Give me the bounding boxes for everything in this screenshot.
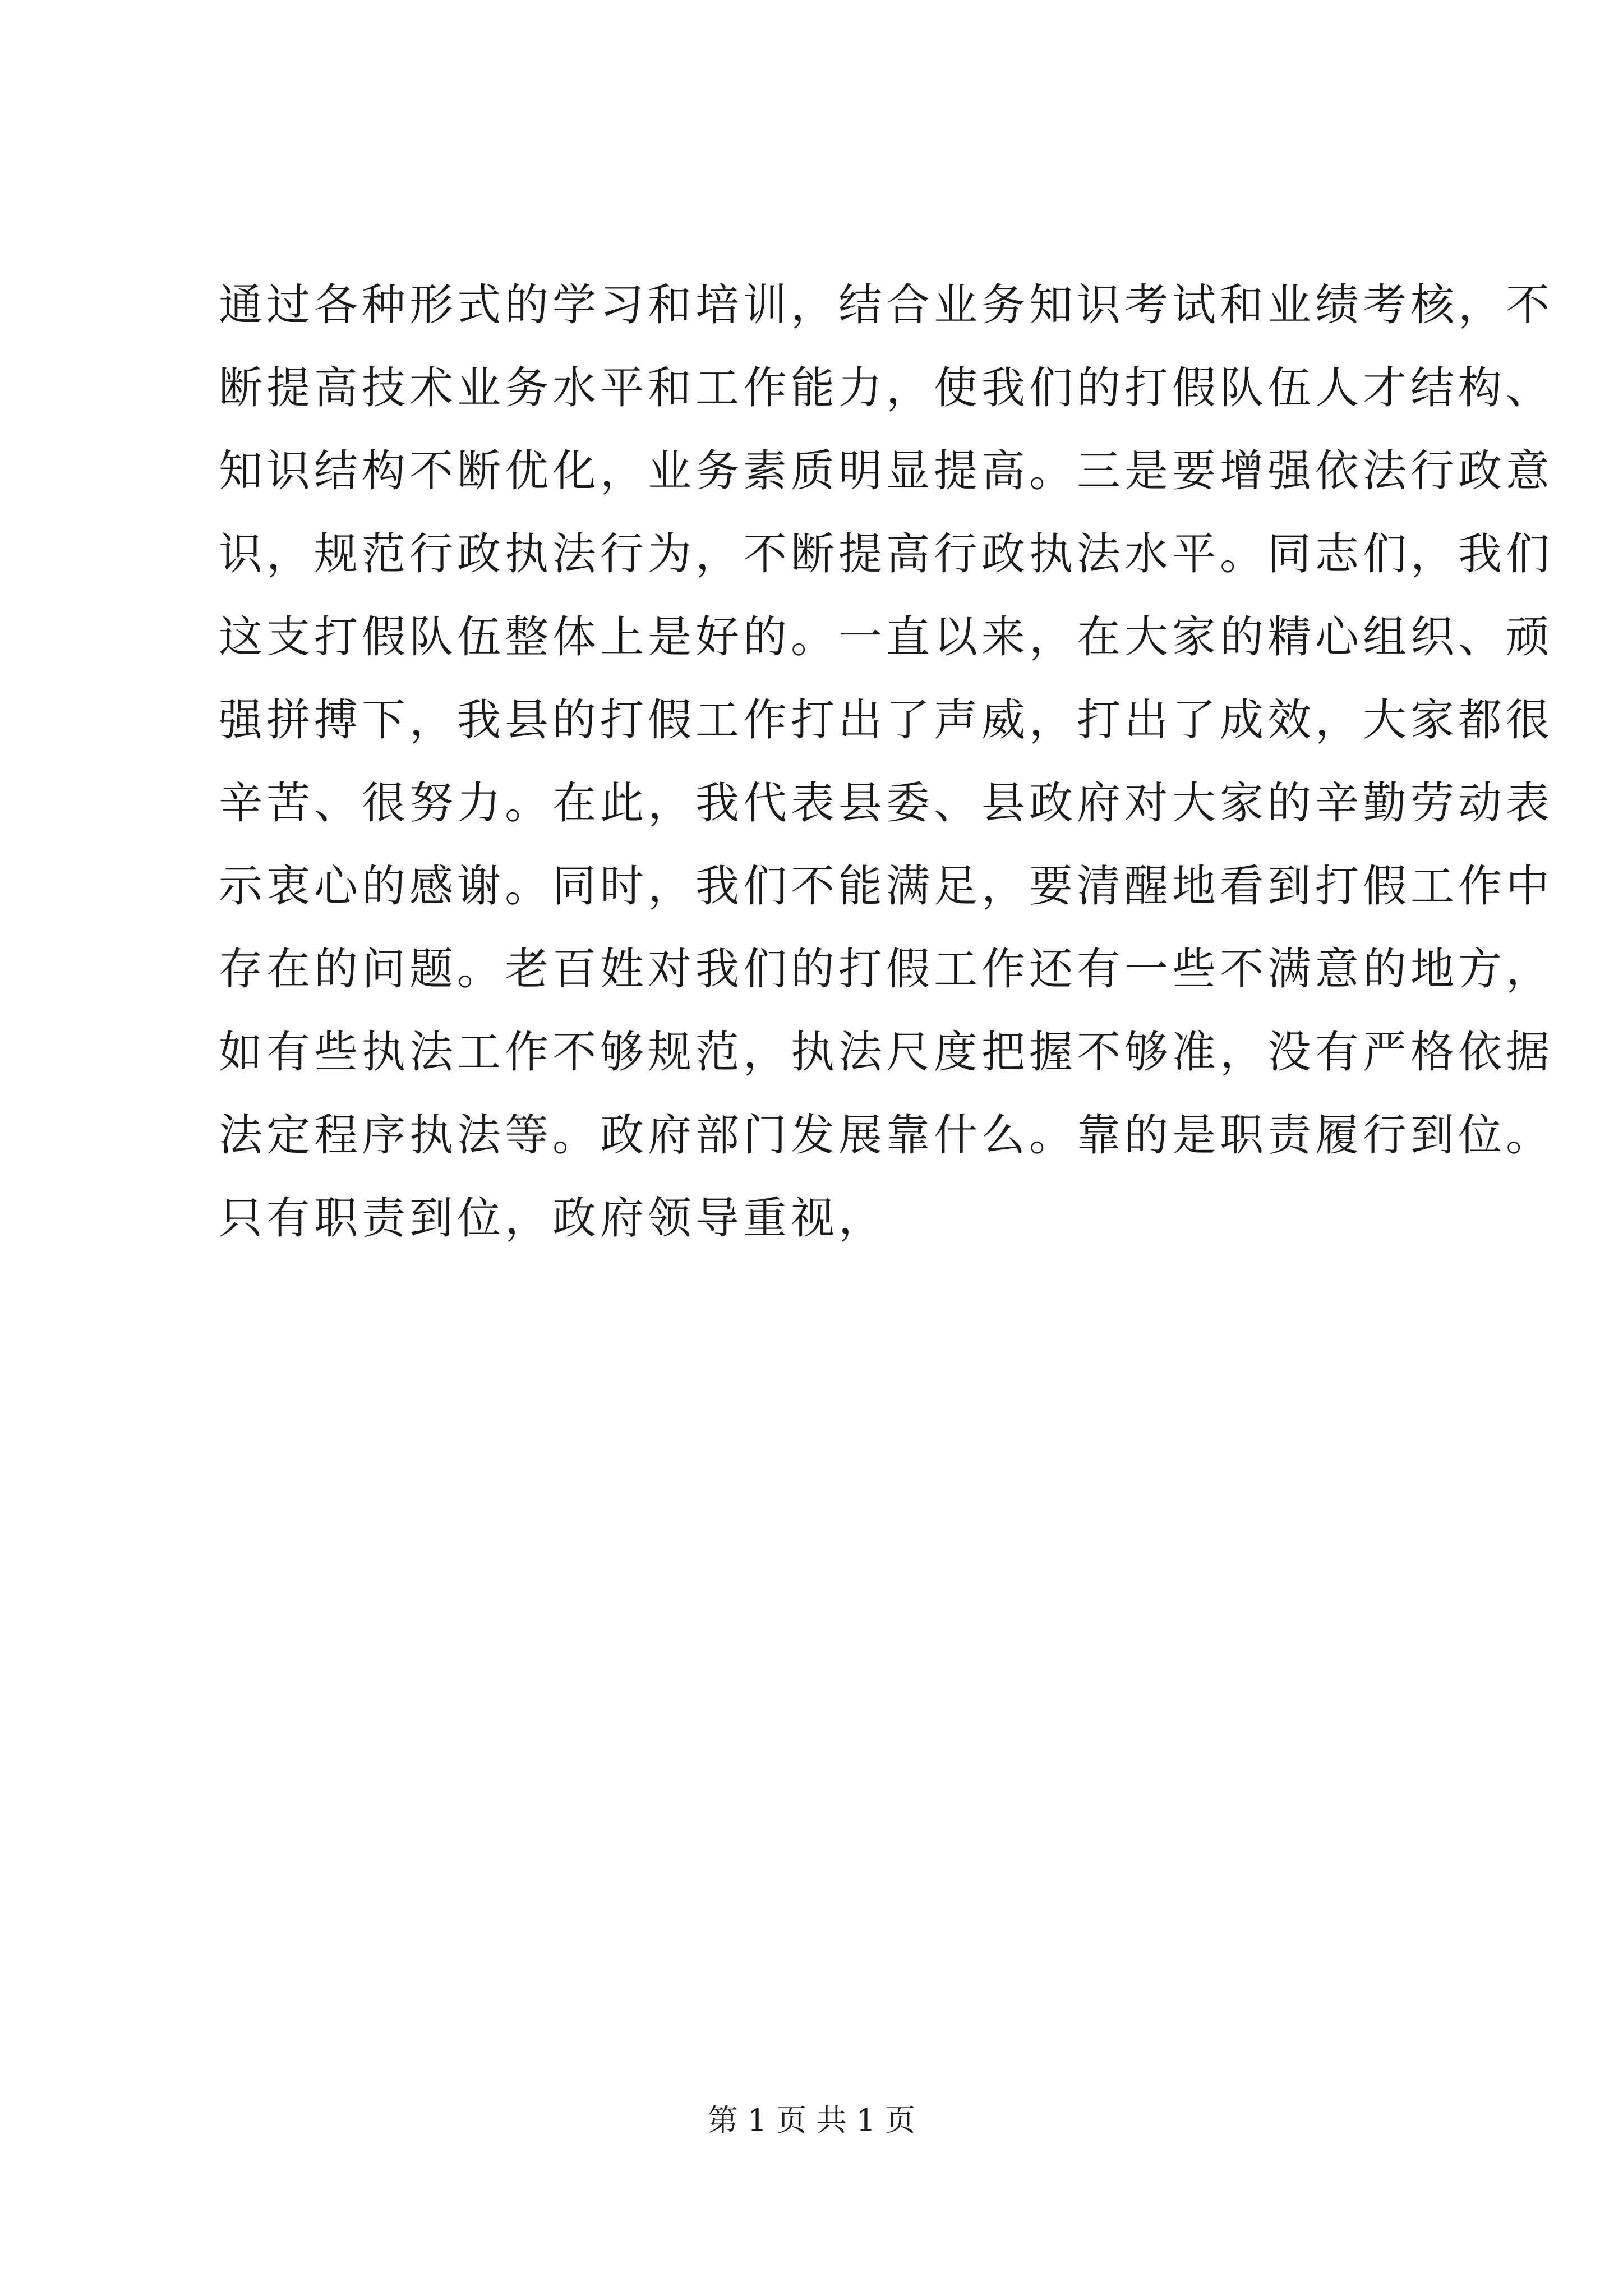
text-line: 辛苦、很努力。在此，我代表县委、县政府对大家的辛勤劳动表 <box>219 778 1554 829</box>
text-line: 断提高技术业务水平和工作能力，使我们的打假队伍人才结构、 <box>219 363 1554 413</box>
text-line: 法定程序执法等。政府部门发展靠什么。靠的是职责履行到位。 <box>219 1110 1554 1161</box>
text-line: 识，规范行政执法行为，不断提高行政执法水平。同志们，我们 <box>219 529 1554 579</box>
text-line: 如有些执法工作不够规范，执法尺度把握不够准，没有严格依据 <box>219 1027 1554 1078</box>
text-line: 示衷心的感谢。同时，我们不能满足，要清醒地看到打假工作中 <box>219 861 1554 912</box>
text-line: 知识结构不断优化，业务素质明显提高。三是要增强依法行政意 <box>219 446 1554 496</box>
text-line: 这支打假队伍整体上是好的。一直以来，在大家的精心组织、顽 <box>219 612 1554 662</box>
text-line: 存在的问题。老百姓对我们的打假工作还有一些不满意的地方， <box>219 944 1554 995</box>
text-line: 通过各种形式的学习和培训，结合业务知识考试和业绩考核，不 <box>219 280 1554 330</box>
body-text <box>219 264 1554 1260</box>
text-line: 强拼搏下，我县的打假工作打出了声威，打出了成效，大家都很 <box>219 695 1554 746</box>
page-footer: 第 1 页 共 1 页 <box>707 2102 916 2138</box>
text-line: 只有职责到位，政府领导重视， <box>219 1193 887 1244</box>
